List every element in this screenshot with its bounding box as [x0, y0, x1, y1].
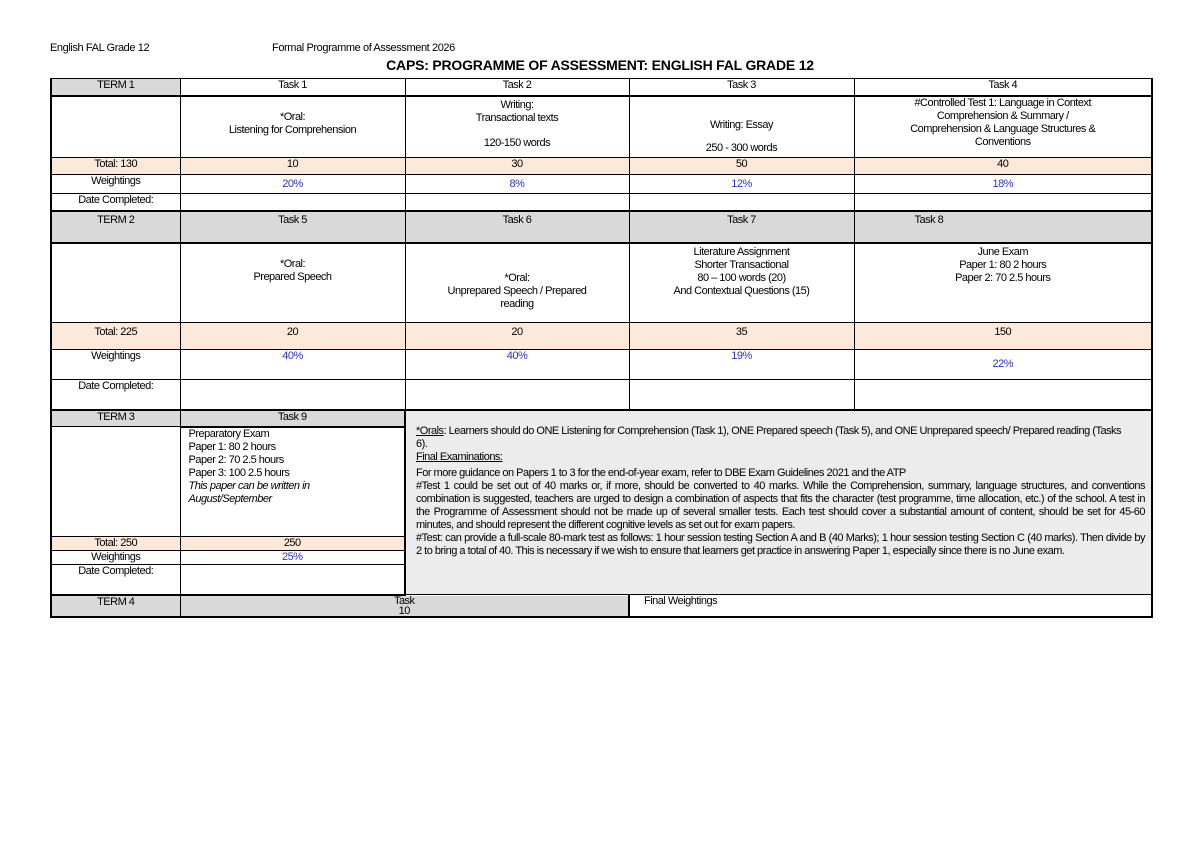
- task2-description: [405, 96, 629, 158]
- final-weightings: Final Weightings: [629, 595, 1152, 617]
- task4-desc-line: Comprehension & Summary /: [936, 109, 1069, 122]
- orals-cont: 6).: [416, 437, 428, 450]
- task3-desc-line: Writing: Essay: [709, 118, 774, 131]
- term3-date-label: Date Completed:: [51, 565, 180, 595]
- task3-total: 50: [629, 158, 854, 175]
- orals-note: [416, 425, 1145, 451]
- task2-heading: Task 2: [405, 79, 629, 96]
- task8-total: 150: [854, 323, 1152, 350]
- term2-weight-row: [51, 350, 1152, 380]
- task4-desc-line: #Controlled Test 1: Language in Context: [914, 96, 1092, 109]
- term1-date-row: [51, 194, 1152, 211]
- task6-weight: 40%: [405, 350, 629, 380]
- task5-desc-line: *Oral:: [279, 257, 306, 270]
- task7-heading: Task 7: [629, 211, 854, 243]
- task8-desc-line: June Exam: [977, 245, 1029, 258]
- task6-desc-line: reading: [500, 297, 534, 310]
- task5-total: 20: [180, 323, 405, 350]
- final-exams-heading: Final Examinations:: [416, 450, 503, 463]
- task7-description: [629, 243, 854, 323]
- term2-date-row: [51, 380, 1152, 410]
- task6-description: [405, 243, 629, 323]
- task5-desc-line: Prepared Speech: [253, 270, 332, 283]
- term2-label: TERM 2: [51, 211, 180, 243]
- task1-description: [180, 96, 405, 158]
- task9-note-line: August/September: [188, 492, 272, 505]
- term2-desc-blank: [51, 243, 180, 323]
- task4-date: [854, 194, 1152, 211]
- task9-desc-line: Preparatory Exam: [188, 427, 270, 440]
- subject-label: English FAL Grade 12: [50, 42, 150, 54]
- term1-header-row: [51, 79, 1152, 96]
- term2-date-label: Date Completed:: [51, 380, 180, 410]
- task8-desc-line: Paper 1: 80 2 hours: [959, 258, 1047, 271]
- task9-weight: 25%: [180, 551, 405, 565]
- task7-desc-line: And Contextual Questions (15): [673, 284, 810, 297]
- term3-total-label: Total: 250: [51, 537, 180, 551]
- task9-total: 250: [180, 537, 405, 551]
- task8-weight: 22%: [854, 350, 1152, 380]
- term1-desc-blank: [51, 96, 180, 158]
- task4-description: [854, 96, 1152, 158]
- task2-desc-line: 120-150 words: [483, 136, 551, 149]
- task5-heading: Task 5: [180, 211, 405, 243]
- task9-desc-line: Paper 2: 70 2.5 hours: [188, 453, 284, 466]
- task3-description: [629, 96, 854, 158]
- term2-header-row: [51, 211, 1152, 243]
- term1-label: TERM 1: [51, 79, 180, 96]
- task7-weight: 19%: [629, 350, 854, 380]
- term1-date-label: Date Completed:: [51, 194, 180, 211]
- task8-date: [854, 380, 1152, 410]
- term2-weight-label: Weightings: [51, 350, 180, 380]
- task5-date: [180, 380, 405, 410]
- task7-desc-line: Shorter Transactional: [694, 258, 789, 271]
- task5-description: [180, 243, 405, 323]
- task9-desc-line: Paper 3: 100 2.5 hours: [188, 466, 290, 479]
- test1-note: #Test 1 could be set out of 40 marks or, if more, should be converted to 40 marks. While the Comprehension, summary, language structures, and conventions combination is suggested, teachers are urged to design a combination of aspects that fits the character (test programme, time allocation, etc.) of the school. A test in the Programme of Assessment should not be made up of several smaller tests. Each test should cover a substantial amount of content, should be set for 45-60 minutes, and should represent the different cognitive levels as set out for exam papers.: [416, 479, 1145, 531]
- term3-header-row: [51, 410, 1152, 427]
- task7-desc-line: 80 – 100 words (20): [697, 271, 786, 284]
- term1-desc-row: [51, 96, 1152, 158]
- task4-total: 40: [854, 158, 1152, 175]
- task8-description: [854, 243, 1152, 323]
- guidance-note: For more guidance on Papers 1 to 3 for the end-of-year exam, refer to DBE Exam Guidelines 2021 and the ATP: [416, 466, 906, 479]
- task6-heading: Task 6: [405, 211, 629, 243]
- task3-weight: 12%: [629, 175, 854, 194]
- task8-desc-line: Paper 2: 70 2.5 hours: [955, 271, 1051, 284]
- term1-weight-label: Weightings: [51, 175, 180, 194]
- task4-weight: 18%: [854, 175, 1152, 194]
- term1-weight-row: [51, 175, 1152, 194]
- task1-date: [180, 194, 405, 211]
- orals-text: : Learners should do ONE Listening for Comprehension (Task 1), ONE Prepared speech (Task 5), and ONE Unprepared speech/ Prepared reading (Tasks: [443, 424, 1122, 437]
- task2-desc-line: Writing:: [500, 98, 534, 111]
- task9-heading: Task 9: [180, 410, 405, 427]
- task4-desc-line: Conventions: [974, 135, 1031, 148]
- task9-description: [180, 427, 405, 537]
- task10-heading: Task: [393, 594, 415, 607]
- task4-heading: Task 4: [854, 79, 1152, 96]
- task2-total: 30: [405, 158, 629, 175]
- task6-desc-line: Unprepared Speech / Prepared: [447, 284, 587, 297]
- term4-row: [51, 595, 1152, 617]
- notes-panel: [405, 410, 1152, 595]
- task2-weight: 8%: [405, 175, 629, 194]
- page-title: CAPS: PROGRAMME OF ASSESSMENT: ENGLISH FAL GRADE 12: [386, 57, 814, 73]
- task2-desc-line: Transactional texts: [475, 111, 559, 124]
- term1-total-label: Total: 130: [51, 158, 180, 175]
- term2-total-row: [51, 323, 1152, 350]
- task7-desc-line: Literature Assignment: [693, 245, 790, 258]
- task10-cell: [180, 595, 629, 617]
- task1-desc-line: Listening for Comprehension: [228, 123, 357, 136]
- task9-date: [180, 565, 405, 595]
- programme-label: Formal Programme of Assessment 2026: [272, 42, 455, 54]
- task7-date: [629, 380, 854, 410]
- task8-heading: Task 8: [854, 211, 1152, 243]
- task6-total: 20: [405, 323, 629, 350]
- term4-label: TERM 4: [51, 595, 180, 617]
- orals-label: *Orals: [416, 424, 444, 437]
- task10-number: 10: [398, 604, 410, 617]
- task9-note-line: This paper can be written in: [188, 479, 310, 492]
- term2-total-label: Total: 225: [51, 323, 180, 350]
- task3-desc-line: 250 - 300 words: [705, 141, 778, 154]
- task1-weight: 20%: [180, 175, 405, 194]
- task2-date: [405, 194, 629, 211]
- term3-label: TERM 3: [51, 410, 180, 427]
- task7-total: 35: [629, 323, 854, 350]
- task9-desc-line: Paper 1: 80 2 hours: [188, 440, 276, 453]
- assessment-table: [50, 78, 1153, 618]
- term1-total-row: [51, 158, 1152, 175]
- task6-desc-line: *Oral:: [504, 271, 530, 284]
- test2-note: #Test: can provide a full-scale 80-mark test as follows: 1 hour session testing Section A and B (40 Marks); 1 hour session testing Section C (40 marks). Then divide by 2 to bring a total of 40. This is necessary if we wish to ensure that learners get practice in answering Paper 1, especially since there is no June exam.: [416, 531, 1145, 557]
- task6-date: [405, 380, 629, 410]
- task1-total: 10: [180, 158, 405, 175]
- task3-heading: Task 3: [629, 79, 854, 96]
- term3-desc-blank: [51, 427, 180, 537]
- term3-weight-label: Weightings: [51, 551, 180, 565]
- task5-weight: 40%: [180, 350, 405, 380]
- task3-date: [629, 194, 854, 211]
- task4-desc-line: Comprehension & Language Structures &: [910, 122, 1096, 135]
- task1-desc-line: *Oral:: [279, 110, 306, 123]
- term2-desc-row: [51, 243, 1152, 323]
- task1-heading: Task 1: [180, 79, 405, 96]
